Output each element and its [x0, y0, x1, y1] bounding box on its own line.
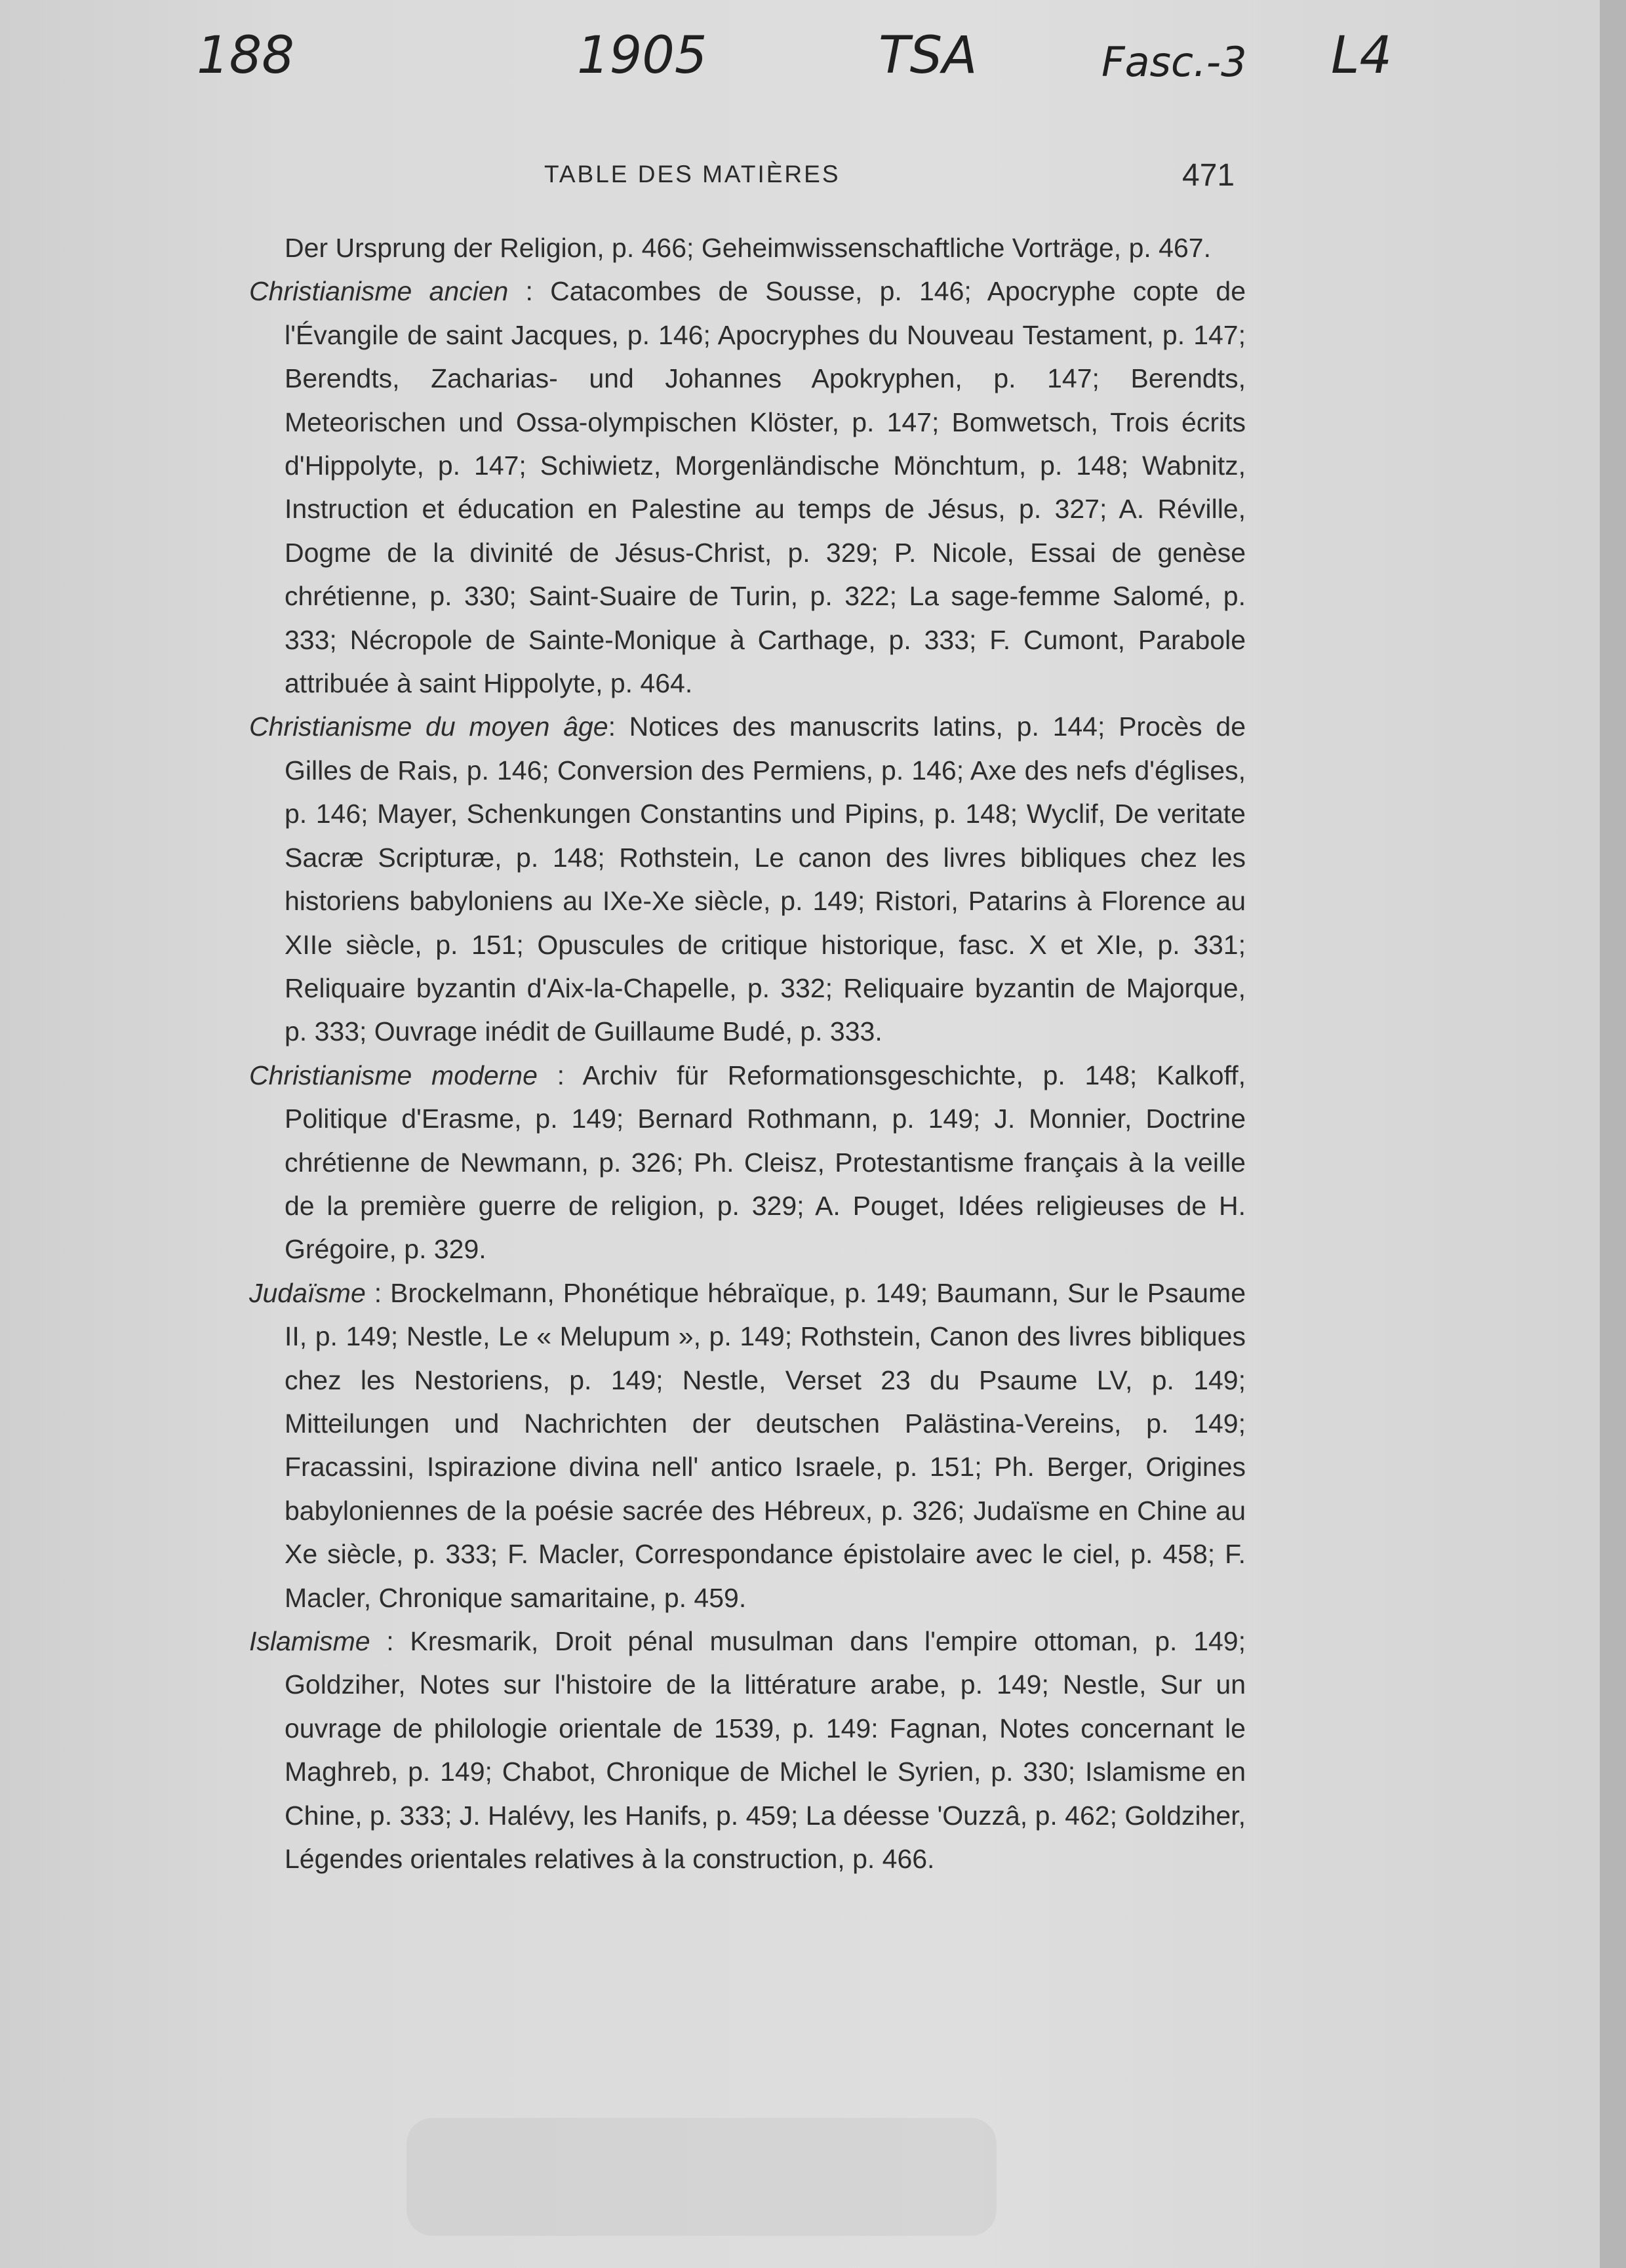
entry-heading: Islamisme	[249, 1626, 370, 1656]
entry-heading: Christianisme moderne	[249, 1060, 538, 1090]
handwritten-note: Fasc.-3	[1101, 38, 1247, 86]
handwritten-note: 1905	[577, 26, 707, 85]
index-entry	[249, 705, 1246, 1053]
index-entry	[249, 269, 1246, 705]
handwritten-note: L4	[1331, 26, 1393, 85]
entry-heading: Christianisme ancien	[249, 276, 509, 307]
running-title: TABLE DES MATIÈRES	[544, 161, 841, 188]
index-entry	[249, 1620, 1246, 1880]
index-entry	[249, 226, 1246, 269]
entry-text: : Kresmarik, Droit pénal musulman dans l'empire ottoman, p. 149; Goldziher, Notes sur l'histoire de la littérature arabe, p. 149; Nestle, Sur un ouvrage de philologie orientale de 1539, p. 149: Fagnan, Notes concernant le Maghreb, p. 149; Chabot, Chronique de Michel le Syrien, p. 330; Islamisme en Chine, p. 333; J. Halévy, les Hanifs, p. 459; La déesse 'Ouzzâ, p. 462; Goldziher, Légendes orientales relatives à la construction, p. 466.	[285, 1626, 1246, 1875]
entry-text: Der Ursprung der Religion, p. 466; Geheimwissenschaftliche Vorträge, p. 467.	[285, 233, 1211, 263]
index-entry	[249, 1271, 1246, 1620]
page-number: 471	[1182, 158, 1235, 193]
entry-heading: Judaïsme	[249, 1277, 366, 1308]
handwritten-note: 188	[197, 26, 294, 85]
index-entry	[249, 1054, 1246, 1271]
index-body	[249, 226, 1246, 1880]
entry-heading: Christianisme du moyen âge	[249, 711, 608, 742]
page-edge	[1600, 0, 1626, 2268]
handwritten-note: TSA	[879, 26, 978, 85]
entry-text: : Catacombes de Sousse, p. 146; Apocryphe copte de l'Évangile de saint Jacques, p. 146; Apocryphes du Nouveau Testament, p. 147; Berendts, Zacharias- und Johannes Apokryphen, p. 147; Berendts, Meteorischen und Ossa-olympischen Klöster, p. 147; Bomwetsch, Trois écrits d'Hippolyte, p. 147; Schiwietz, Morgenländische Mönchtum, p. 148; Wabnitz, Instruction et éducation en Palestine au temps de Jésus, p. 327; A. Réville, Dogme de la divinité de Jésus-Christ, p. 329; P. Nicole, Essai de genèse chrétienne, p. 330; Saint-Suaire de Turin, p. 322; La sage-femme Salomé, p. 333; Nécropole de Sainte-Monique à Carthage, p. 333; F. Cumont, Parabole attribuée à saint Hippolyte, p. 464.	[285, 276, 1246, 699]
entry-text: : Archiv für Reformationsgeschichte, p. 148; Kalkoff, Politique d'Erasme, p. 149; Bernard Rothmann, p. 149; J. Monnier, Doctrine chrétienne de Newmann, p. 326; Ph. Cleisz, Protestantisme français à la veille de la première guerre de religion, p. 329; A. Pouget, Idées religieuses de H. Grégoire, p. 329.	[285, 1060, 1246, 1265]
entry-text: : Notices des manuscrits latins, p. 144; Procès de Gilles de Rais, p. 146; Conversion des Permiens, p. 146; Axe des nefs d'églises, p. 146; Mayer, Schenkungen Constantins und Pipins, p. 148; Wyclif, De veritate Sacræ Scripturæ, p. 148; Rothstein, Le canon des livres bibliques chez les historiens babyloniens au IXe-Xe siècle, p. 149; Ristori, Patarins à Florence au XIIe siècle, p. 151; Opuscules de critique historique, fasc. X et XIe, p. 331; Reliquaire byzantin d'Aix-la-Chapelle, p. 332; Reliquaire byzantin de Majorque, p. 333; Ouvrage inédit de Guillaume Budé, p. 333.	[285, 711, 1246, 1047]
paper-stain	[406, 2118, 997, 2236]
entry-text: : Brockelmann, Phonétique hébraïque, p. 149; Baumann, Sur le Psaume II, p. 149; Nestle, Le « Melupum », p. 149; Rothstein, Canon des livres bibliques chez les Nestoriens, p. 149; Nestle, Verset 23 du Psaume LV, p. 149; Mitteilungen und Nachrichten der deutschen Palästina-Vereins, p. 149; Fracassini, Ispirazione divina nell' antico Israele, p. 151; Ph. Berger, Origines babyloniennes de la poésie sacrée des Hébreux, p. 326; Judaïsme en Chine au Xe siècle, p. 333; F. Macler, Correspondance épistolaire avec le ciel, p. 458; F. Macler, Chronique samaritaine, p. 459.	[285, 1277, 1246, 1613]
